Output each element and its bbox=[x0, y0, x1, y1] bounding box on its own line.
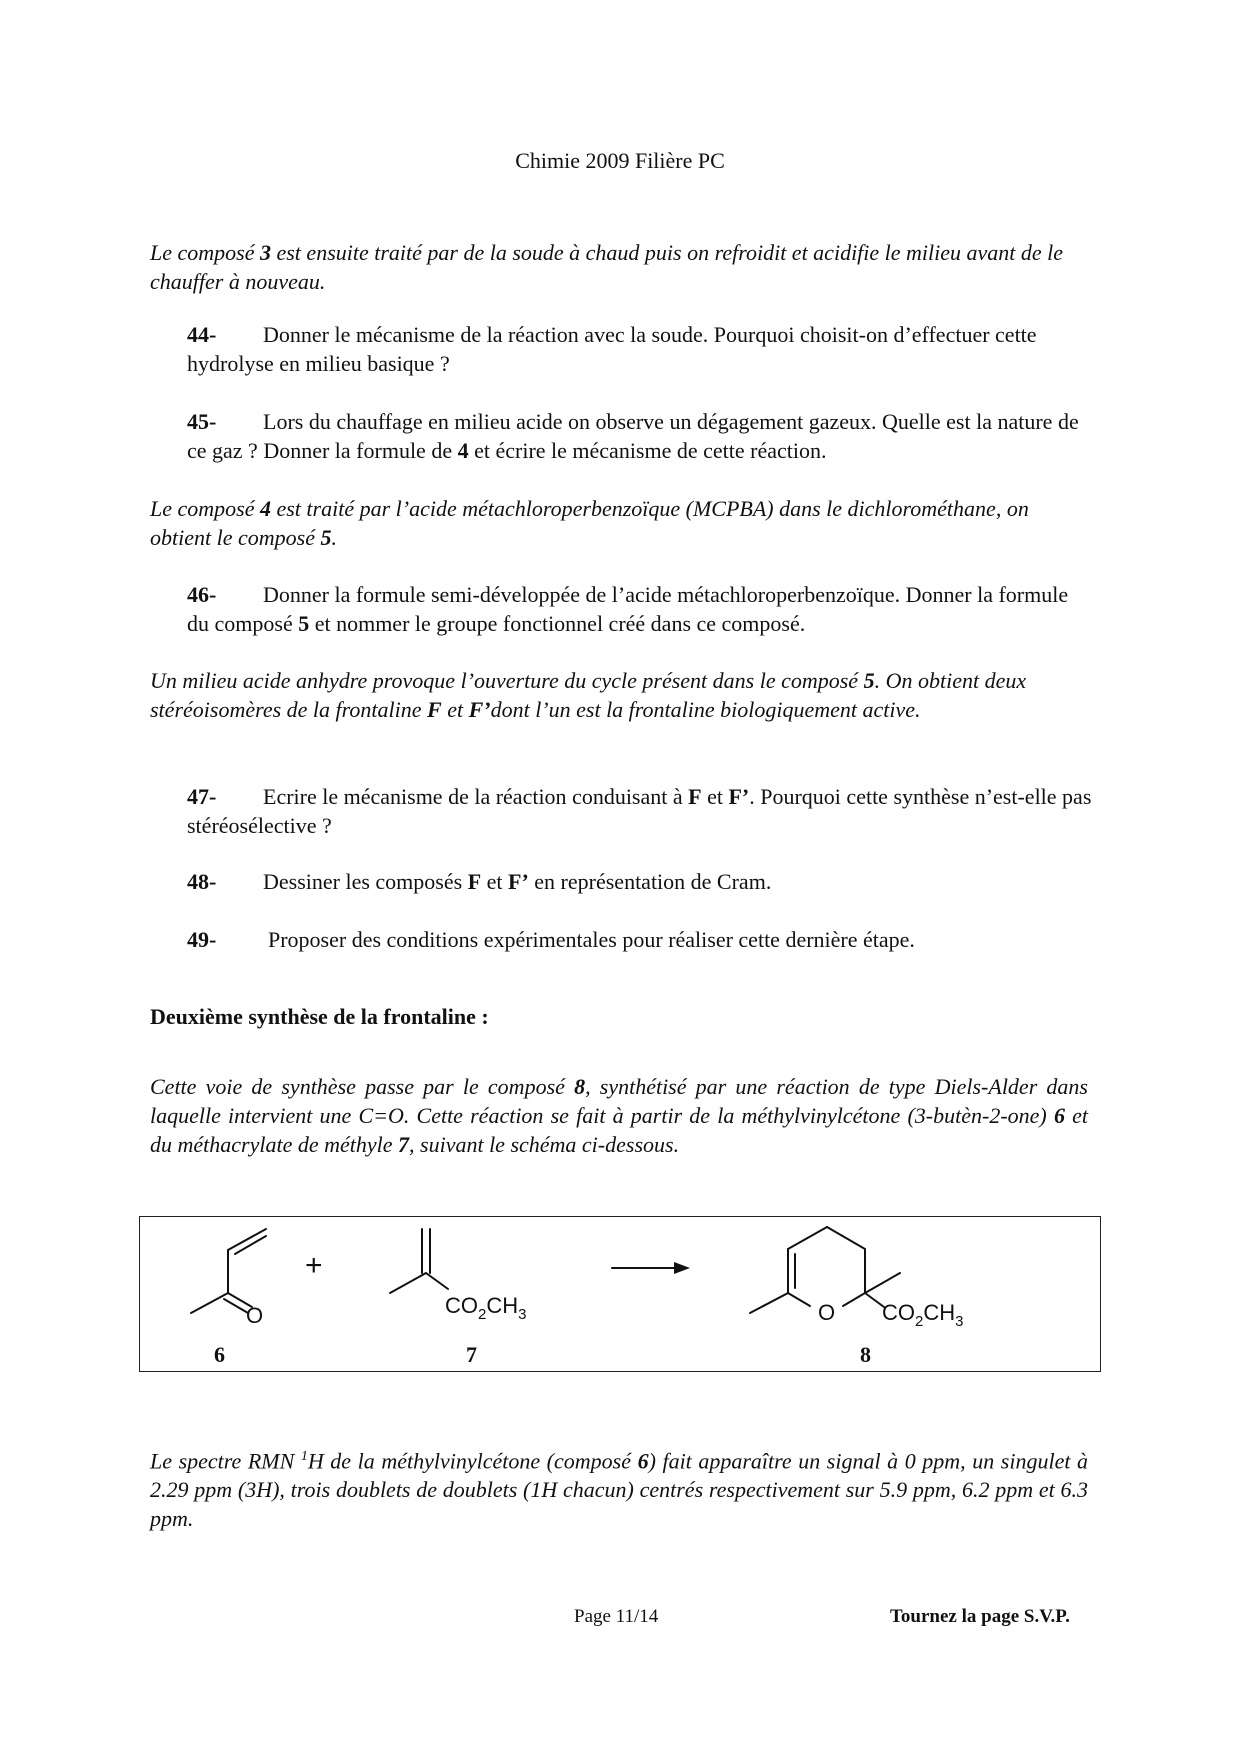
question-number: 46- bbox=[187, 582, 217, 607]
question-44: 44- Donner le mécanisme de la réaction avec la soude. Pourquoi choisit-on d’effectuer cette hydrolyse en milieu basique ? bbox=[187, 322, 1037, 376]
question-number: 47- bbox=[187, 784, 217, 809]
question-47: 47- Ecrire le mécanisme de la réaction conduisant à F et F’. Pourquoi cette synthèse n’est-elle pas stéréosélective ? bbox=[187, 784, 1092, 838]
question-number: 45- bbox=[187, 409, 217, 434]
question-46: 46- Donner la formule semi-développée de l’acide métachloroperbenzoïque. Donner la formule du composé 5 et nommer le groupe fonctionnel créé dans ce composé. bbox=[187, 582, 1069, 636]
compound-label-6: 6 bbox=[214, 1342, 225, 1367]
nmr-paragraph: Le spectre RMN $^1$H de la méthylvinylcétone (composé 6) fait apparaître un signal à 0 ppm, un singulet à 2.29 ppm (3H), trois doublets de doublets (1H chacun) centrés respectivement sur 5.9 ppm, 6.2 ppm et 6.3 ppm. bbox=[150, 1448, 1089, 1532]
question-49: 49- Proposer des conditions expérimentales pour réaliser cette dernière étape. bbox=[187, 927, 915, 952]
compound-7-structure bbox=[390, 1229, 448, 1293]
question-number: 49- bbox=[187, 927, 217, 952]
compound-6-structure bbox=[191, 1229, 266, 1313]
reaction-scheme-drawing bbox=[140, 1217, 1100, 1371]
intro-paragraph-compound-4: Le composé 4 est traité par l’acide métachloroperbenzoïque (MCPBA) dans le dichlorométhane, on obtient le composé 5. bbox=[150, 496, 1029, 550]
plus-sign: + bbox=[305, 1249, 323, 1282]
compound-label-7: 7 bbox=[466, 1342, 477, 1367]
reaction-arrow bbox=[612, 1262, 690, 1274]
turn-page-note: Tournez la page S.V.P. bbox=[890, 1606, 1070, 1627]
ester-group-label-8: $CO_2CH_3$ bbox=[882, 1300, 964, 1330]
intro-paragraph-frontaline: Un milieu acide anhydre provoque l’ouverture du cycle présent dans le composé 5. On obtient deux stéréoisomères de la frontaline F et F’dont l’un est la frontaline biologiquement active. bbox=[150, 668, 1027, 722]
ring-oxygen-label: O bbox=[818, 1300, 836, 1325]
compound-label-8: 8 bbox=[860, 1342, 871, 1367]
question-45: 45- Lors du chauffage en milieu acide on observe un dégagement gazeux. Quelle est la nature de ce gaz ? Donner la formule de 4 et écrire le mécanisme de cette réaction. bbox=[187, 409, 1079, 463]
question-48: 48- Dessiner les composés F et F’ en représentation de Cram. bbox=[187, 869, 772, 894]
intro-paragraph-compound-3: Le composé 3 est ensuite traité par de la soude à chaud puis on refroidit et acidifie le milieu avant de le chauffer à nouveau. bbox=[150, 240, 1064, 294]
ester-group-label-7: $CO_2CH_3$ bbox=[445, 1293, 527, 1323]
question-number: 44- bbox=[187, 322, 217, 347]
question-number: 48- bbox=[187, 869, 217, 894]
oxygen-label: O bbox=[246, 1303, 264, 1328]
reaction-scheme bbox=[139, 1216, 1101, 1372]
page-number: Page 11/14 bbox=[574, 1606, 659, 1627]
page-title: Chimie 2009 Filière PC bbox=[515, 148, 725, 173]
intro-paragraph-diels-alder: Cette voie de synthèse passe par le composé 8, synthétisé par une réaction de type Diels-Alder dans laquelle intervient une C=O. Cette réaction se fait à partir de la méthylvinylcétone (3-butèn-2-one) 6 et du méthacrylate de méthyle 7, suivant le schéma ci-dessous. bbox=[150, 1074, 1088, 1157]
section-heading: Deuxième synthèse de la frontaline : bbox=[150, 1004, 489, 1029]
